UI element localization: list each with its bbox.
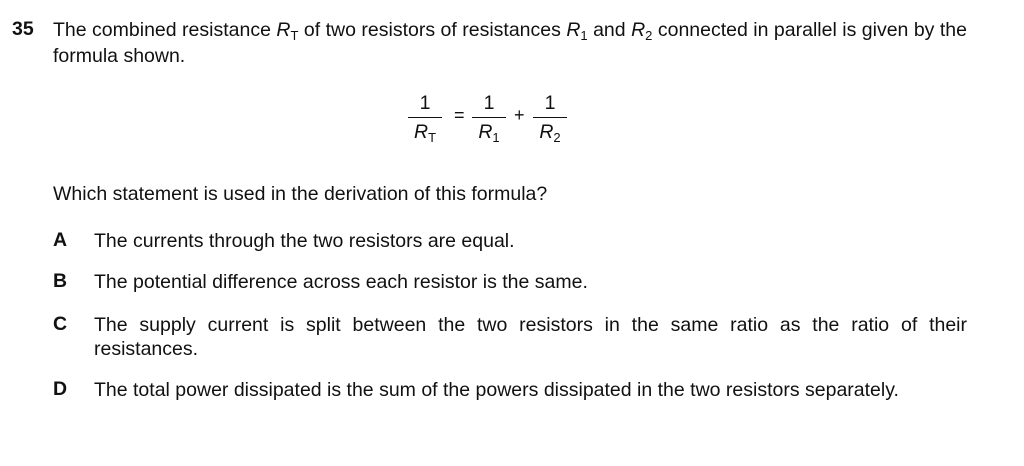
option-c-letter: C [53, 313, 68, 335]
lhs-fraction-bar [408, 117, 442, 118]
term1-fraction-bar [472, 117, 506, 118]
option-a-text: The currents through the two resistors are equal. [94, 230, 515, 252]
r2-symbol: R [631, 19, 646, 41]
term1-denominator [468, 120, 510, 146]
rt-subscript: T [290, 28, 299, 43]
option-b-text: The potential difference across each resistor is the same. [94, 271, 588, 293]
equals-sign: = [454, 105, 465, 125]
option-b-letter: B [53, 270, 68, 292]
rt-symbol: R [276, 19, 291, 41]
term1-den-symbol: R [478, 121, 493, 143]
stem-text-1: The combined resistance [53, 19, 277, 41]
stem-text-and: and [587, 19, 632, 41]
term2-den-subscript: 2 [553, 130, 561, 145]
r2-subscript: 2 [645, 28, 653, 43]
parallel-resistance-formula [404, 92, 584, 152]
question-stem [53, 18, 967, 68]
term1-den-subscript: 1 [492, 130, 500, 145]
question-number: 35 [12, 18, 34, 40]
lhs-den-symbol: R [413, 121, 429, 143]
r1-subscript: 1 [580, 28, 588, 43]
lhs-denominator [404, 120, 446, 146]
formula-lhs-fraction [404, 92, 446, 146]
option-c-text: The supply current is split between the two resistors in the same ratio as the ratio of their resistances. [94, 314, 967, 360]
lhs-numerator: 1 [419, 92, 431, 114]
term2-den-symbol: R [539, 121, 554, 143]
formula-term1-fraction [468, 92, 510, 146]
option-d-text: The total power dissipated is the sum of the powers dissipated in the two resistors separately. [94, 379, 899, 401]
r1-symbol: R [566, 19, 581, 41]
term2-fraction-bar [533, 117, 567, 118]
option-a-letter: A [53, 229, 68, 251]
stem-text-3: connected in parallel is given by the formula shown. [53, 19, 967, 67]
term2-numerator: 1 [544, 92, 556, 114]
plus-sign: + [514, 105, 525, 125]
lhs-den-subscript: T [428, 130, 437, 145]
stem-text-2: of two resistors of resistances [298, 19, 567, 41]
formula-term2-fraction [529, 92, 571, 146]
question-prompt: Which statement is used in the derivation of this formula? [53, 183, 548, 205]
option-d-letter: D [53, 378, 68, 400]
term2-denominator [529, 120, 571, 146]
term1-numerator: 1 [483, 92, 495, 114]
